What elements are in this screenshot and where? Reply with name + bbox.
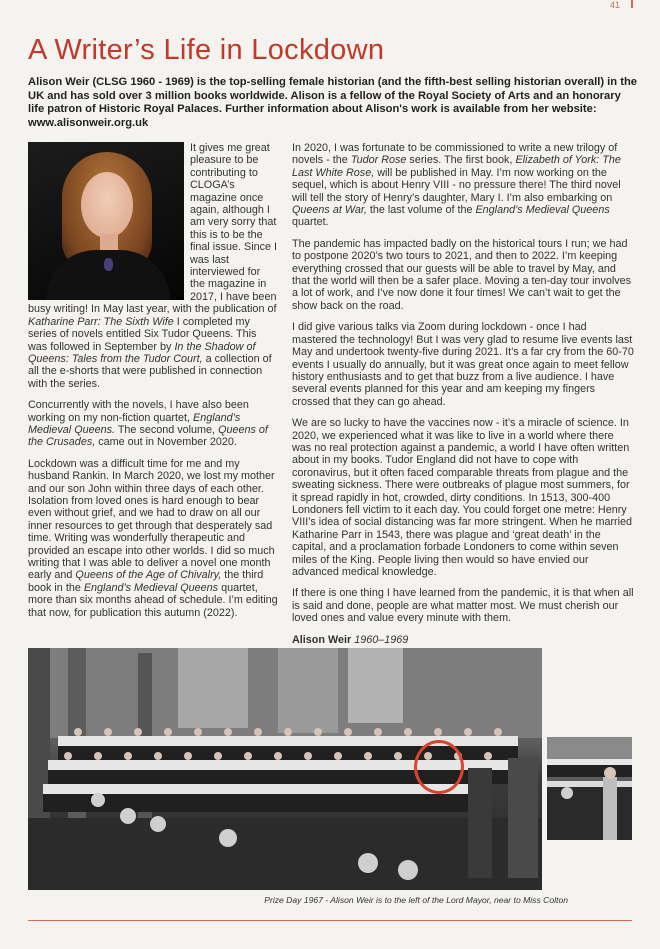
signature [292,634,634,646]
prize-day-photo [28,648,542,890]
left-paragraph-2: Concurrently with the novels, I have also been working on my non-fiction quartet, England’s Medieval Queens. The second volume, Queens of the Crusades, came out in November 2020. [28,399,268,449]
page-number: 41 [610,0,621,10]
signature-years: 1960–1969 [354,633,409,646]
article-intro [28,76,638,130]
right-paragraph-2: The pandemic has impacted badly on the historical tours I run; we had to postpone 2020’s two tours to 2021, and then to 2022. I’m keeping everything crossed that our guests will be able to travel by May, and that the world will then be a safer place. Moving a ten-day tour involves a lot of work, and I’ve now done it four times! We can’t wait to get the show back on the road. [292,237,632,312]
right-paragraph-5: If there is one thing I have learned from the pandemic, it is that when all is said and done, people are what matter most. We must cherish our loved ones and value every minute with them. [292,587,634,625]
website-link[interactable]: www.alisonweir.org.uk [28,116,149,129]
author-portrait [28,142,184,300]
prize-day-photo-detail [547,737,632,840]
left-paragraph-1: It gives me great pleasure to be contributing to CLOGA’s magazine once again, although I am very sorry that this is to be the final issue. Since I was last interviewed for the magazine in 2017, I have been busy writing! In May last year, with the publication of Katharine Parr: The Sixth Wife I completed my series of novels entitled Six Tudor Queens. This was followed in September by In the Shadow of Queens: Tales from the Tudor Court, a collection of all the e-shorts that were published in connection with the series. [28,142,278,390]
left-column [28,142,278,628]
intro-text: Alison Weir (CLSG 1960 - 1969) is the top-selling female historian (and the fifth-best selling historian overall) in the UK and has sold over 3 million books worldwide. Alison is a fellow of the Royal Society of Arts and an honorary life patron of Historic Royal Palaces. Further information about Alison's work is available from her website: [28,76,637,116]
signature-name: Alison Weir [292,633,352,646]
right-paragraph-1: In 2020, I was fortunate to be commissioned to write a new trilogy of novels - the Tudor Rose series. The first book, Elizabeth of York: The Last White Rose, will be published in May. I’m now working on the sequel, which is about Henry VIII - no pressure there! The third novel will tell the story of Henry’s daughter, Mary I. I’m also embarking on Queens at War, the last volume of the England’s Medieval Queens quartet. [292,142,621,229]
right-paragraph-4: We are so lucky to have the vaccines now - it’s a miracle of science. In 2020, we experienced what it was like to live in a world where there was no real protection against a pandemic, a world I have often written about in my books. Tudor England did not have to cope with coronavirus, but it often faced comparable threats from plague and the sweating sickness. There were outbreaks of plague most summers, for it spread rapidly in hot, crowded, dirty conditions. In 1513, 300-400 Londoners fell victim to it each day. You could forget one metre: Henry VIII’s idea of social distancing was far more stringent. When he married Katharine Parr in 1543, there was plague and ‘great death’ in the capital, and a proclamation forbade Londoners to come within seven miles of the King. People living then would so have envied our advanced medical knowledge. [292,417,633,578]
right-column [292,142,634,655]
prize-day-detail-illustration [547,737,632,840]
right-paragraph-3: I did give various talks via Zoom during lockdown - once I had mastered the technology! But I was very glad to resume live events last May and undertook twenty-five during 2021. It’s a far cry from the 60-70 events I usually do annually, but it was great once again to meet fellow history enthusiasts and to get that buzz from a live audience. I have several events planned for this year and am keeping my fingers crossed that they can go ahead. [292,321,634,408]
footer-rule [28,920,632,921]
highlight-circle [414,740,464,794]
page-number-bar [631,0,633,8]
prize-day-photo-illustration [28,648,542,890]
article-title: A Writer’s Life in Lockdown [28,34,385,66]
photo-caption: Prize Day 1967 - Alison Weir is to the left of the Lord Mayor, near to Miss Colton [264,895,568,905]
left-paragraph-3: Lockdown was a difficult time for me and my husband Rankin. In March 2020, we lost my mother and our son John within three days of each other. Isolation from loved ones is hard enough to bear even without grief, and we had to draw on all our inner resources to get through that desperately sad time. Writing was wonderfully therapeutic and provided an escape into other worlds. I did so much writing that I was able to deliver a novel one month early and Queens of the Age of Chivalry, the third book in the England’s Medieval Queens quartet, more than six months ahead of schedule. I’m editing that now, for publication this autumn (2022). [28,457,278,619]
